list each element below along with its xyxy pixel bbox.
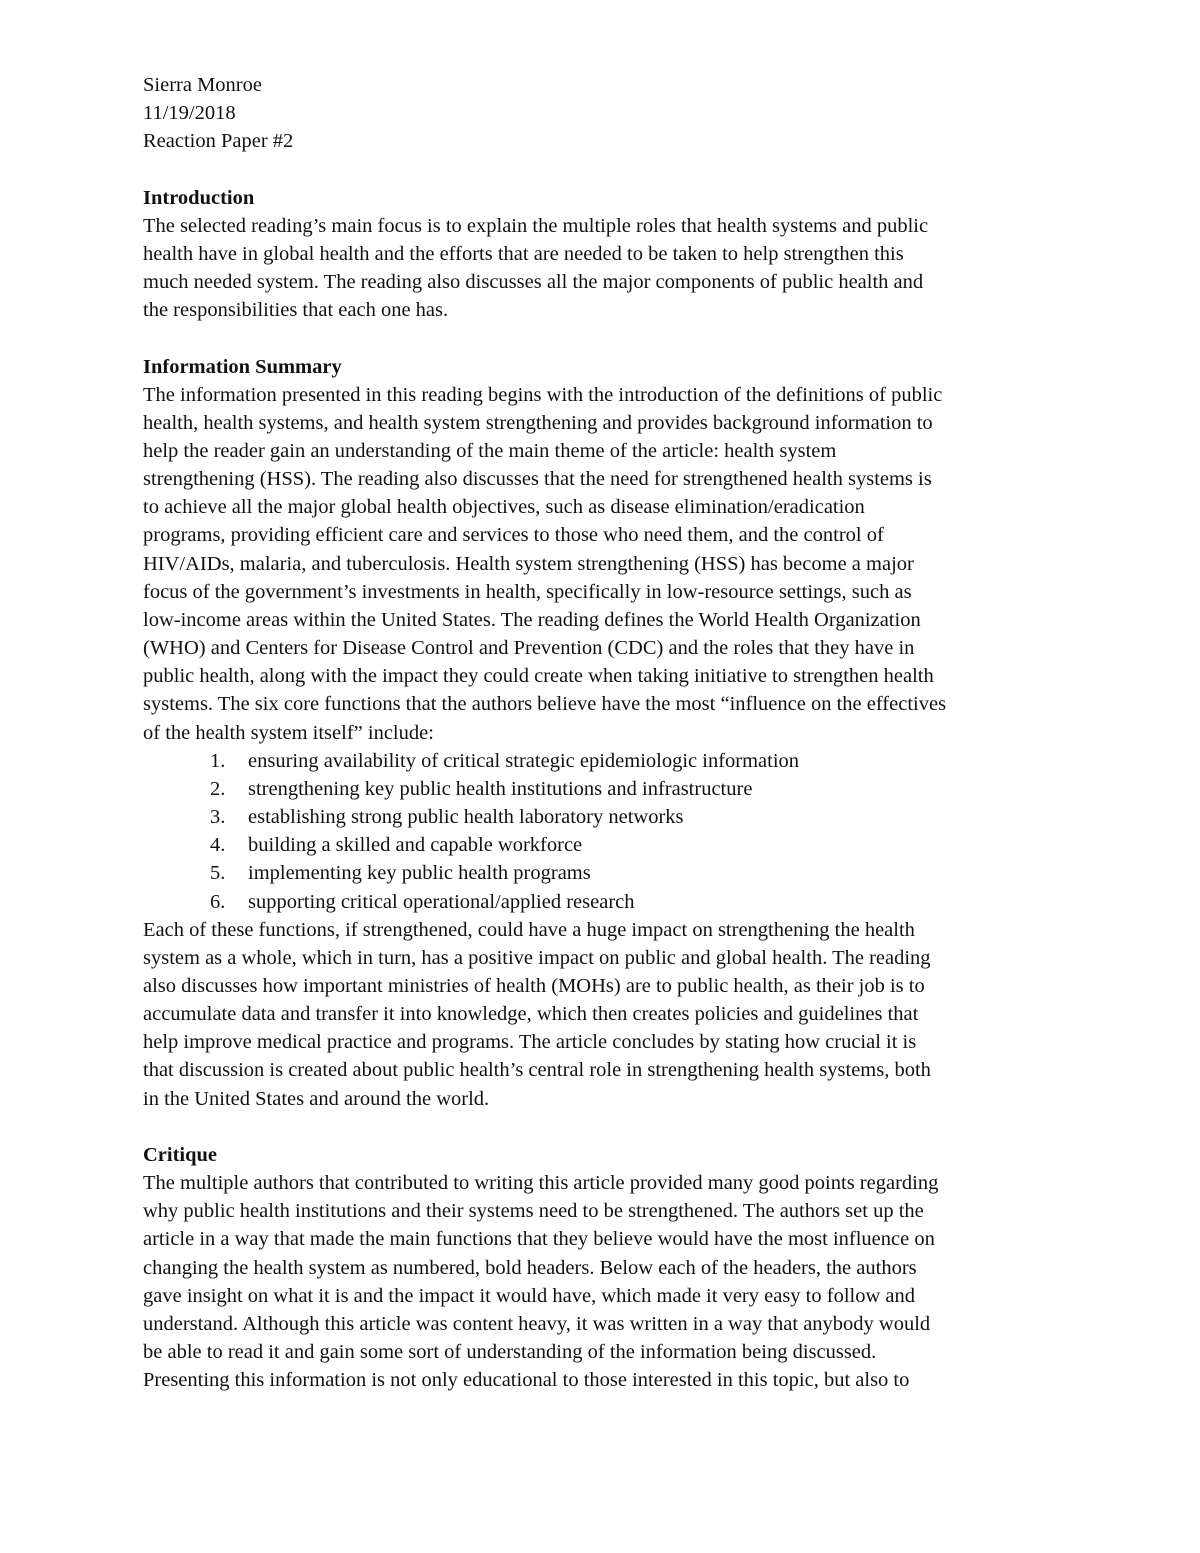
paragraph-line: low-income areas within the United States. The reading defines the World Health Organization [143, 608, 921, 631]
author-name: Sierra Monroe [143, 74, 262, 96]
paragraph-line: The information presented in this reading begins with the introduction of the definitions of public [143, 383, 943, 406]
paragraph-line: understand. Although this article was content heavy, it was written in a way that anybody would [143, 1312, 931, 1335]
list-number: 3. [210, 806, 226, 829]
summary-conclusion-paragraph [143, 916, 1063, 1113]
document-date: 11/19/2018 [143, 102, 236, 125]
paragraph-line: system as a whole, which in turn, has a positive impact on public and global health. The reading [143, 946, 931, 969]
paragraph-line: help the reader gain an understanding of the main theme of the article: health system [143, 440, 837, 462]
list-number: 6. [210, 890, 226, 913]
introduction-paragraph [143, 212, 1063, 325]
list-number: 1. [210, 749, 226, 772]
paragraph-line: to achieve all the major global health objectives, such as disease elimination/eradication [143, 496, 865, 519]
summary-paragraph [143, 381, 1063, 747]
paragraph-line: The selected reading’s main focus is to explain the multiple roles that health systems and public [143, 214, 929, 237]
list-item [143, 859, 1063, 887]
paragraph-line: health, health systems, and health system strengthening and provides background information to [143, 411, 933, 434]
paragraph-line: public health, along with the impact they could create when taking initiative to strengthen health [143, 665, 934, 688]
paragraph-line: of the health system itself” include: [143, 721, 434, 744]
spacer [143, 155, 1063, 183]
document-body [143, 71, 1063, 1394]
list-item-text: strengthening key public health institutions and infrastructure [248, 777, 753, 800]
paragraph-line: that discussion is created about public health’s central role in strengthening health systems, both [143, 1059, 931, 1082]
list-item [143, 775, 1063, 803]
paragraph-line: HIV/AIDs, malaria, and tuberculosis. Health system strengthening (HSS) has become a major [143, 552, 914, 575]
list-item-text: building a skilled and capable workforce [248, 834, 583, 857]
list-item-text: establishing strong public health laboratory networks [248, 806, 684, 829]
paragraph-line: Presenting this information is not only educational to those interested in this topic, but also to [143, 1369, 910, 1392]
paragraph-line: why public health institutions and their systems need to be strengthened. The authors set up the [143, 1200, 924, 1223]
paragraph-line: also discusses how important ministries of health (MOHs) are to public health, as their job is to [143, 974, 925, 997]
paragraph-line: The multiple authors that contributed to writing this article provided many good points regarding [143, 1172, 939, 1195]
paragraph-line: be able to read it and gain some sort of understanding of the information being discussed. [143, 1340, 877, 1363]
summary-heading: Information Summary [143, 355, 342, 378]
critique-paragraph [143, 1169, 1063, 1394]
list-number: 5. [210, 862, 226, 885]
list-item [143, 831, 1063, 859]
list-item [143, 803, 1063, 831]
introduction-heading: Introduction [143, 186, 255, 209]
list-number: 2. [210, 777, 226, 800]
paragraph-line: help improve medical practice and programs. The article concludes by stating how crucial it is [143, 1031, 917, 1054]
critique-heading: Critique [143, 1143, 218, 1166]
paragraph-line: strengthening (HSS). The reading also discusses that the need for strengthened health systems is [143, 468, 932, 491]
paragraph-line: the responsibilities that each one has. [143, 299, 449, 322]
spacer [143, 324, 1063, 352]
list-item-text: ensuring availability of critical strategic epidemiologic information [248, 749, 800, 772]
paragraph-line: much needed system. The reading also discusses all the major components of public health and [143, 271, 924, 294]
paragraph-line: gave insight on what it is and the impact it would have, which made it very easy to follow and [143, 1284, 915, 1307]
spacer [143, 1113, 1063, 1141]
core-functions-list [143, 747, 1063, 916]
paragraph-line: focus of the government’s investments in health, specifically in low-resource settings, such as [143, 580, 912, 603]
list-number: 4. [210, 834, 226, 857]
paragraph-line: accumulate data and transfer it into knowledge, which then creates policies and guidelines that [143, 1003, 919, 1026]
paragraph-line: systems. The six core functions that the authors believe have the most “influence on the effectives [143, 693, 947, 716]
list-item [143, 888, 1063, 916]
list-item-text: supporting critical operational/applied research [248, 890, 635, 913]
document-title: Reaction Paper #2 [143, 130, 294, 153]
paragraph-line: (WHO) and Centers for Disease Control and Prevention (CDC) and the roles that they have in [143, 637, 915, 660]
paragraph-line: Each of these functions, if strengthened, could have a huge impact on strengthening the health [143, 918, 915, 941]
paragraph-line: health have in global health and the efforts that are needed to be taken to help strengthen this [143, 242, 904, 265]
list-item [143, 747, 1063, 775]
paragraph-line: in the United States and around the world. [143, 1087, 490, 1110]
paragraph-line: programs, providing efficient care and services to those who need them, and the control of [143, 524, 884, 547]
paragraph-line: changing the health system as numbered, bold headers. Below each of the headers, the authors [143, 1256, 917, 1279]
list-item-text: implementing key public health programs [248, 862, 591, 885]
paragraph-line: article in a way that made the main functions that they believe would have the most influence on [143, 1228, 935, 1251]
